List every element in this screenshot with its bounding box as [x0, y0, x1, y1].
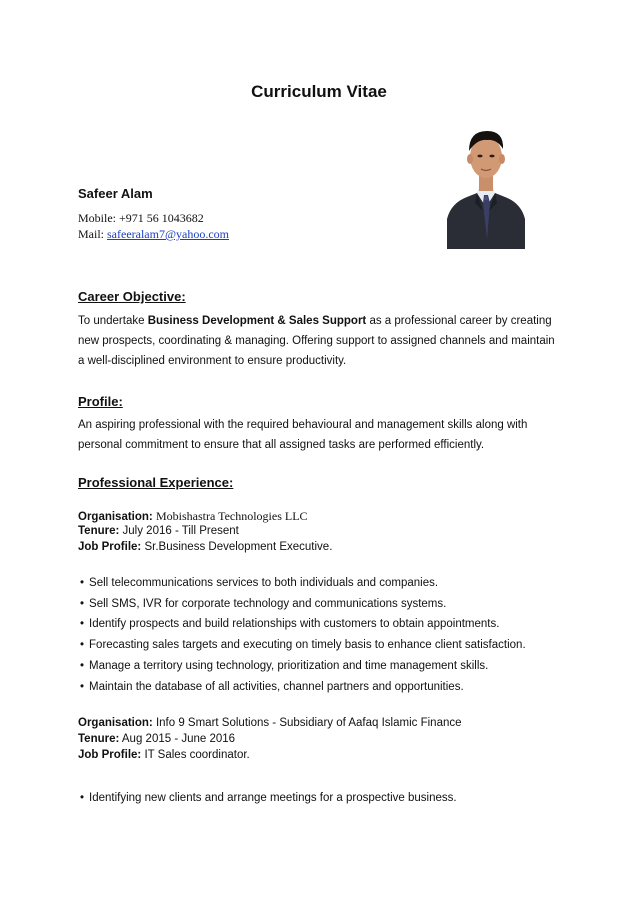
organisation-value: Info 9 Smart Solutions - Subsidiary of Aafaq Islamic Finance — [155, 717, 462, 729]
bullet-icon: • — [80, 618, 85, 630]
duty-text: Sell telecommunications services to both individuals and companies. — [89, 577, 439, 589]
organisation-label: Organisation: — [78, 717, 153, 729]
bullet-icon: • — [80, 598, 85, 610]
person-name: Safeer Alam — [78, 186, 153, 201]
organisation-label: Organisation: — [78, 511, 153, 523]
career-objective-text — [78, 311, 558, 371]
duty-item — [80, 598, 446, 610]
job-2-tenure — [78, 733, 235, 745]
job-profile-label: Job Profile: — [78, 749, 142, 761]
duty-item — [80, 660, 488, 672]
mobile-number: +971 56 1043682 — [119, 211, 204, 225]
job-profile-label: Job Profile: — [78, 541, 142, 553]
bullet-icon: • — [80, 577, 85, 589]
duty-item — [80, 639, 526, 651]
bullet-icon: • — [80, 639, 85, 651]
career-objective-heading: Career Objective: — [78, 289, 186, 304]
tenure-value: Aug 2015 - June 2016 — [121, 733, 236, 745]
experience-heading: Professional Experience: — [78, 475, 234, 490]
bullet-icon: • — [80, 660, 85, 672]
job-1-profile — [78, 541, 332, 553]
profile-text: An aspiring professional with the required behavioural and management skills along with personal commitment to ensure that all assigned tasks are performed efficiently. — [78, 419, 528, 451]
profile-heading: Profile: — [78, 394, 123, 409]
duty-item — [80, 792, 457, 804]
job-2-profile — [78, 749, 250, 761]
career-text-rest: as a professional career by creating new prospects, coordinating & managing. Offering support to assigned channels and maintain a well-disciplined environment to ensure productivity. — [78, 315, 555, 367]
profile-photo — [447, 107, 525, 249]
document-title: Curriculum Vitae — [251, 82, 387, 101]
duty-text: Identify prospects and build relationships with customers to obtain appointments. — [89, 618, 500, 630]
email-link[interactable]: safeeralam7@yahoo.com — [107, 227, 229, 241]
duty-item — [80, 618, 499, 630]
mail-label: Mail: — [78, 227, 104, 241]
duty-text: Identifying new clients and arrange meetings for a prospective business. — [89, 792, 457, 804]
tenure-value: July 2016 - Till Present — [122, 525, 239, 537]
job-1-tenure — [78, 525, 239, 537]
bullet-icon: • — [80, 681, 85, 693]
job-2-organisation — [78, 717, 462, 729]
portrait-illustration — [447, 107, 525, 249]
organisation-value: Mobishastra Technologies LLC — [155, 509, 308, 523]
job-profile-value: IT Sales coordinator. — [144, 749, 250, 761]
tenure-label: Tenure: — [78, 525, 120, 537]
job-1-organisation — [78, 509, 308, 524]
duty-item — [80, 681, 464, 693]
tenure-label: Tenure: — [78, 733, 120, 745]
duty-item — [80, 577, 438, 589]
duty-text: Forecasting sales targets and executing on timely basis to enhance client satisfaction. — [89, 639, 526, 651]
duty-text: Maintain the database of all activities, channel partners and opportunities. — [89, 681, 464, 693]
career-text-highlight: Business Development & Sales Support — [147, 315, 367, 327]
mail-line — [78, 227, 229, 242]
mobile-label: Mobile: — [78, 211, 116, 225]
mobile-line — [78, 211, 204, 226]
job-profile-value: Sr.Business Development Executive. — [144, 541, 333, 553]
career-text-intro: To undertake — [78, 315, 148, 327]
duty-text: Manage a territory using technology, prioritization and time management skills. — [89, 660, 489, 672]
duty-text: Sell SMS, IVR for corporate technology and communications systems. — [89, 598, 447, 610]
bullet-icon: • — [80, 792, 85, 804]
